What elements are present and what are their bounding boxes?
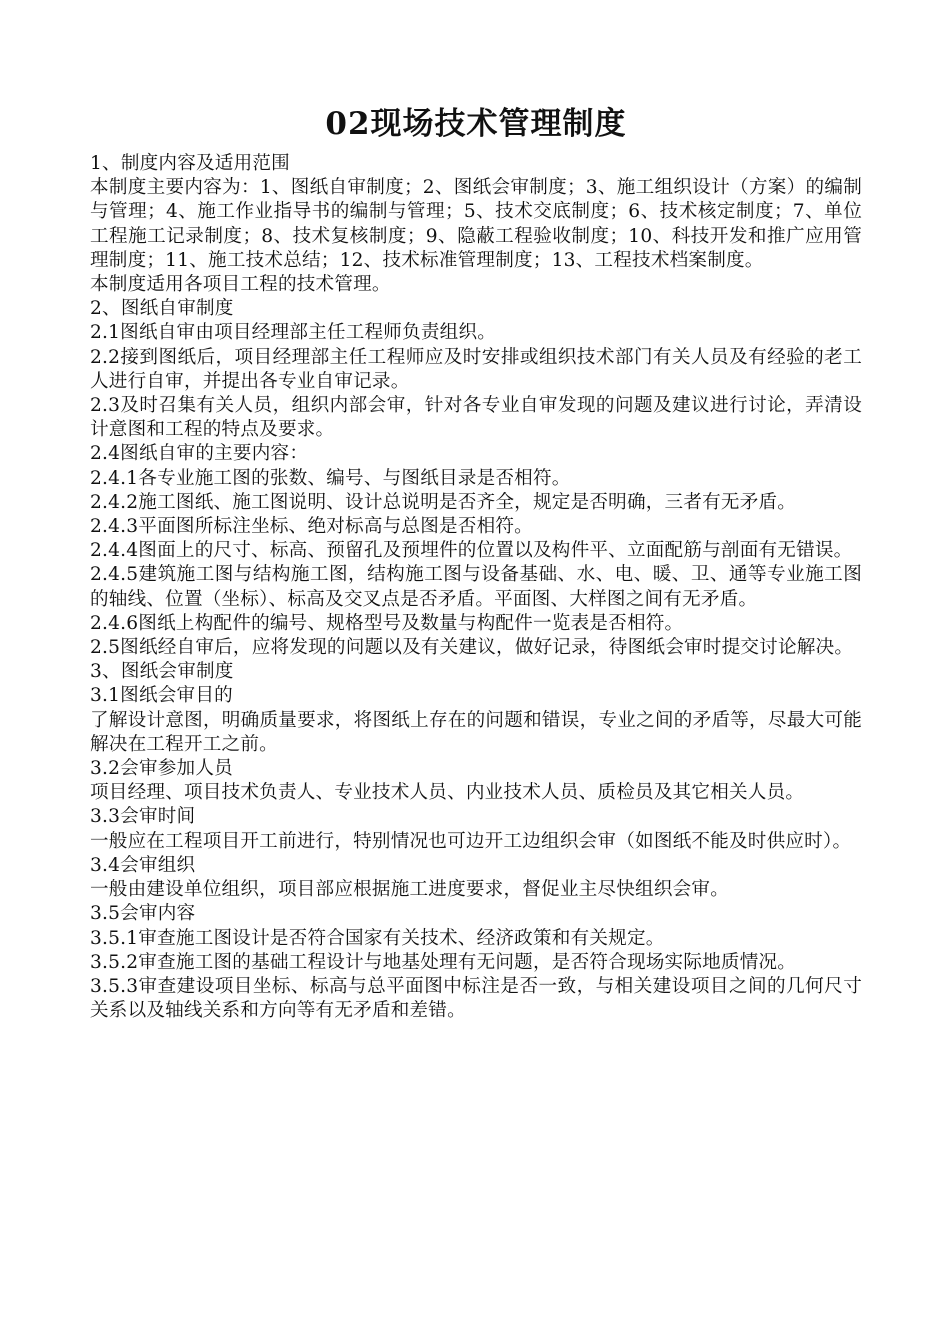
subsection-heading: 3.1图纸会审目的 xyxy=(90,685,233,707)
paragraph: 2.1图纸自审由项目经理部主任工程师负责组织。 xyxy=(90,322,497,344)
document-page xyxy=(90,100,862,1023)
subsection-heading: 3.2会审参加人员 xyxy=(90,758,233,780)
paragraph: 2.4.6图纸上构配件的编号、规格型号及数量与构配件一览表是否相符。 xyxy=(90,612,684,634)
section-heading: 2、图纸自审制度 xyxy=(90,298,234,320)
paragraph: 3.5.3审查建设项目坐标、标高与总平面图中标注是否一致，与相关建设项目之间的几何尺寸关系以及轴线关系和方向等有无矛盾和差错。 xyxy=(90,975,862,1022)
paragraph: 2.4.1各专业施工图的张数、编号、与图纸目录是否相符。 xyxy=(90,467,571,489)
paragraph: 2.4.2施工图纸、施工图说明、设计总说明是否齐全，规定是否明确，三者有无矛盾。 xyxy=(90,491,797,513)
paragraph: 2.5图纸经自审后，应将发现的问题以及有关建议，做好记录，待图纸会审时提交讨论解决。 xyxy=(90,637,854,659)
paragraph: 一般应在工程项目开工前进行，特别情况也可边开工边组织会审（如图纸不能及时供应时）。 xyxy=(90,830,852,852)
section-heading: 3、图纸会审制度 xyxy=(90,661,234,683)
paragraph: 2.4.4图面上的尺寸、标高、预留孔及预埋件的位置以及构件平、立面配筋与剖面有无错误。 xyxy=(90,540,853,562)
subsection-heading: 3.3会审时间 xyxy=(90,806,196,828)
paragraph: 2.3及时召集有关人员，组织内部会审，针对各专业自审发现的问题及建议进行讨论，弄清设计意图和工程的特点及要求。 xyxy=(90,395,862,441)
paragraph: 项目经理、项目技术负责人、专业技术人员、内业技术人员、质检员及其它相关人员。 xyxy=(90,782,805,804)
section-heading: 1、制度内容及适用范围 xyxy=(90,153,290,174)
paragraph: 2.2接到图纸后，项目经理部主任工程师应及时安排或组织技术部门有关人员及有经验的老工人进行自审，并提出各专业自审记录。 xyxy=(90,346,862,392)
paragraph: 2.4.5建筑施工图与结构施工图，结构施工图与设备基础、水、电、暖、卫、通等专业施工图的轴线、位置（坐标）、标高及交叉点是否矛盾。平面图、大样图之间有无矛盾。 xyxy=(90,564,862,610)
paragraph: 本制度主要内容为：1、图纸自审制度；2、图纸会审制度；3、施工组织设计（方案）的编制与管理；4、施工作业指导书的编制与管理；5、技术交底制度；6、技术核定制度；7、单位工程施工记录制度；8、技术复核制度；9、隐蔽工程验收制度；10、科技开发和推广应用管理制度；11、施工技术总结；12、技术标准管理制度；13、工程技术档案制度。 xyxy=(90,177,862,271)
paragraph: 3.5.2审查施工图的基础工程设计与地基处理有无问题，是否符合现场实际地质情况。 xyxy=(90,951,797,973)
paragraph: 2.4图纸自审的主要内容： xyxy=(90,443,309,465)
paragraph: 3.5.1审查施工图设计是否符合国家有关技术、经济政策和有关规定。 xyxy=(90,927,665,949)
document-body xyxy=(90,152,862,1023)
document-title: 02现场技术管理制度 xyxy=(325,106,627,142)
paragraph: 了解设计意图，明确质量要求，将图纸上存在的问题和错误，专业之间的矛盾等，尽最大可能解决在工程开工之前。 xyxy=(90,709,862,755)
paragraph: 2.4.3平面图所标注坐标、绝对标高与总图是否相符。 xyxy=(90,516,533,538)
paragraph: 本制度适用各项目工程的技术管理。 xyxy=(90,274,391,296)
paragraph: 一般由建设单位组织，项目部应根据施工进度要求，督促业主尽快组织会审。 xyxy=(90,879,729,901)
subsection-heading: 3.5会审内容 xyxy=(90,903,196,925)
subsection-heading: 3.4会审组织 xyxy=(90,854,196,876)
